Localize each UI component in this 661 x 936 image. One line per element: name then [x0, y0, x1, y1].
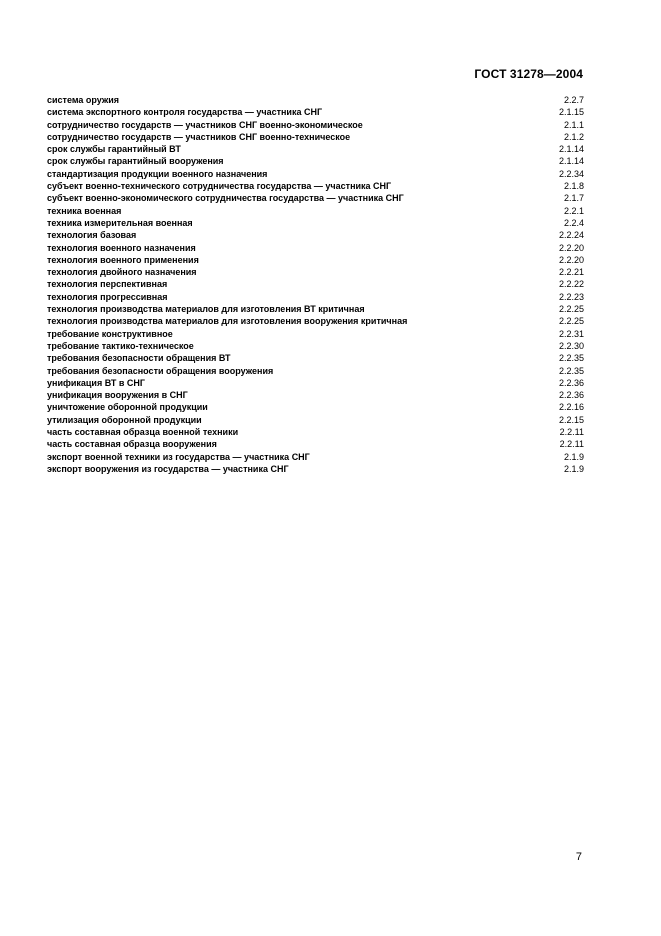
- index-term: срок службы гарантийный вооружения: [47, 156, 224, 167]
- index-entry: [47, 451, 584, 463]
- index-term: технология производства материалов для изготовления ВТ критичная: [47, 304, 365, 315]
- index-term: технология военного назначения: [47, 242, 196, 253]
- index-entry: [47, 365, 584, 377]
- index-reference: 2.2.24: [558, 230, 584, 241]
- index-term: утилизация оборонной продукции: [47, 414, 202, 425]
- index-term: требования безопасности обращения вооружения: [47, 365, 274, 376]
- index-term: сотрудничество государств — участников СНГ военно-техническое: [47, 131, 351, 142]
- index-term: технология военного применения: [47, 254, 199, 265]
- index-reference: 2.2.21: [558, 267, 584, 278]
- index-reference: 2.2.4: [563, 217, 584, 228]
- index-entry: [47, 328, 584, 340]
- index-entry: [47, 254, 584, 266]
- index-entry: [47, 340, 584, 352]
- index-entry: [47, 131, 584, 143]
- index-term: система экспортного контроля государства — участника СНГ: [47, 107, 323, 118]
- index-reference: 2.2.30: [558, 340, 584, 351]
- index-reference: 2.1.7: [563, 193, 584, 204]
- index-reference: 2.2.36: [558, 390, 584, 401]
- index-reference: 2.1.14: [558, 156, 584, 167]
- index-entry: [47, 192, 584, 204]
- index-term: требование тактико-техническое: [47, 340, 194, 351]
- index-reference: 2.2.22: [558, 279, 584, 290]
- index-term: система оружия: [47, 95, 120, 105]
- index-reference: 2.2.7: [563, 95, 584, 105]
- index-term: экспорт вооружения из государства — участника СНГ: [47, 463, 289, 474]
- index-entry: [47, 266, 584, 278]
- index-reference: 2.2.11: [559, 439, 584, 450]
- index-reference: 2.1.1: [563, 119, 584, 130]
- index-term: унификация вооружения в СНГ: [47, 390, 188, 401]
- index-entry: [47, 205, 584, 217]
- index-reference: 2.1.9: [563, 463, 584, 474]
- index-entry: [47, 119, 584, 131]
- index-term: унификация ВТ в СНГ: [47, 377, 145, 388]
- document-code: ГОСТ 31278—2004: [474, 67, 583, 81]
- index-reference: 2.2.11: [559, 427, 584, 438]
- index-entry: [47, 315, 584, 327]
- index-entry: [47, 155, 584, 167]
- index-reference: 2.1.2: [563, 131, 584, 142]
- index-term: часть составная образца вооружения: [47, 439, 217, 450]
- index-reference: 2.1.15: [558, 107, 584, 118]
- index-entry: [47, 463, 584, 475]
- index-term: стандартизация продукции военного назначения: [47, 168, 268, 179]
- index-reference: 2.2.15: [558, 414, 584, 425]
- index-reference: 2.2.23: [558, 291, 584, 302]
- index-entry: [47, 180, 584, 192]
- index-entry: [47, 438, 584, 450]
- index-entry: [47, 401, 584, 413]
- index-entry: [47, 94, 584, 106]
- index-reference: 2.1.9: [563, 451, 584, 462]
- index-term: технология двойного назначения: [47, 267, 197, 278]
- index-entry: [47, 352, 584, 364]
- index-reference: 2.2.25: [558, 316, 584, 327]
- index-entry: [47, 217, 584, 229]
- index-entry: [47, 229, 584, 241]
- index-term: часть составная образца военной техники: [47, 427, 239, 438]
- index-entry: [47, 377, 584, 389]
- index-term: экспорт военной техники из государства — участника СНГ: [47, 451, 310, 462]
- index-entry: [47, 168, 584, 180]
- index-reference: 2.2.35: [558, 353, 584, 364]
- index-entry: [47, 242, 584, 254]
- index-term: технология базовая: [47, 230, 137, 241]
- index-term: технология прогрессивная: [47, 291, 168, 302]
- index-term: технология производства материалов для изготовления вооружения критичная: [47, 316, 408, 327]
- index-reference: 2.2.25: [558, 304, 584, 315]
- alphabetical-index: [47, 94, 584, 475]
- index-entry: [47, 291, 584, 303]
- index-reference: 2.2.1: [563, 205, 584, 216]
- index-reference: 2.2.35: [558, 365, 584, 376]
- index-term: требования безопасности обращения ВТ: [47, 353, 231, 364]
- index-reference: 2.2.36: [558, 377, 584, 388]
- index-entry: [47, 143, 584, 155]
- index-reference: 2.1.8: [563, 181, 584, 192]
- index-term: сотрудничество государств — участников СНГ военно-экономическое: [47, 119, 363, 130]
- index-term: требование конструктивное: [47, 328, 173, 339]
- index-reference: 2.2.34: [558, 168, 584, 179]
- index-term: техника измерительная военная: [47, 217, 193, 228]
- index-term: технология перспективная: [47, 279, 168, 290]
- index-entry: [47, 106, 584, 118]
- index-reference: 2.2.20: [558, 254, 584, 265]
- index-entry: [47, 278, 584, 290]
- index-entry: [47, 414, 584, 426]
- index-reference: 2.2.31: [558, 328, 584, 339]
- index-term: уничтожение оборонной продукции: [47, 402, 208, 413]
- index-entry: [47, 303, 584, 315]
- index-reference: 2.2.16: [558, 402, 584, 413]
- index-term: субъект военно-технического сотрудничества государства — участника СНГ: [47, 181, 392, 192]
- index-entry: [47, 389, 584, 401]
- index-term: техника военная: [47, 205, 122, 216]
- index-entry: [47, 426, 584, 438]
- index-reference: 2.2.20: [558, 242, 584, 253]
- index-reference: 2.1.14: [558, 144, 584, 155]
- page-number: 7: [575, 851, 582, 863]
- index-term: срок службы гарантийный ВТ: [47, 144, 181, 155]
- index-term: субъект военно-экономического сотрудничества государства — участника СНГ: [47, 193, 404, 204]
